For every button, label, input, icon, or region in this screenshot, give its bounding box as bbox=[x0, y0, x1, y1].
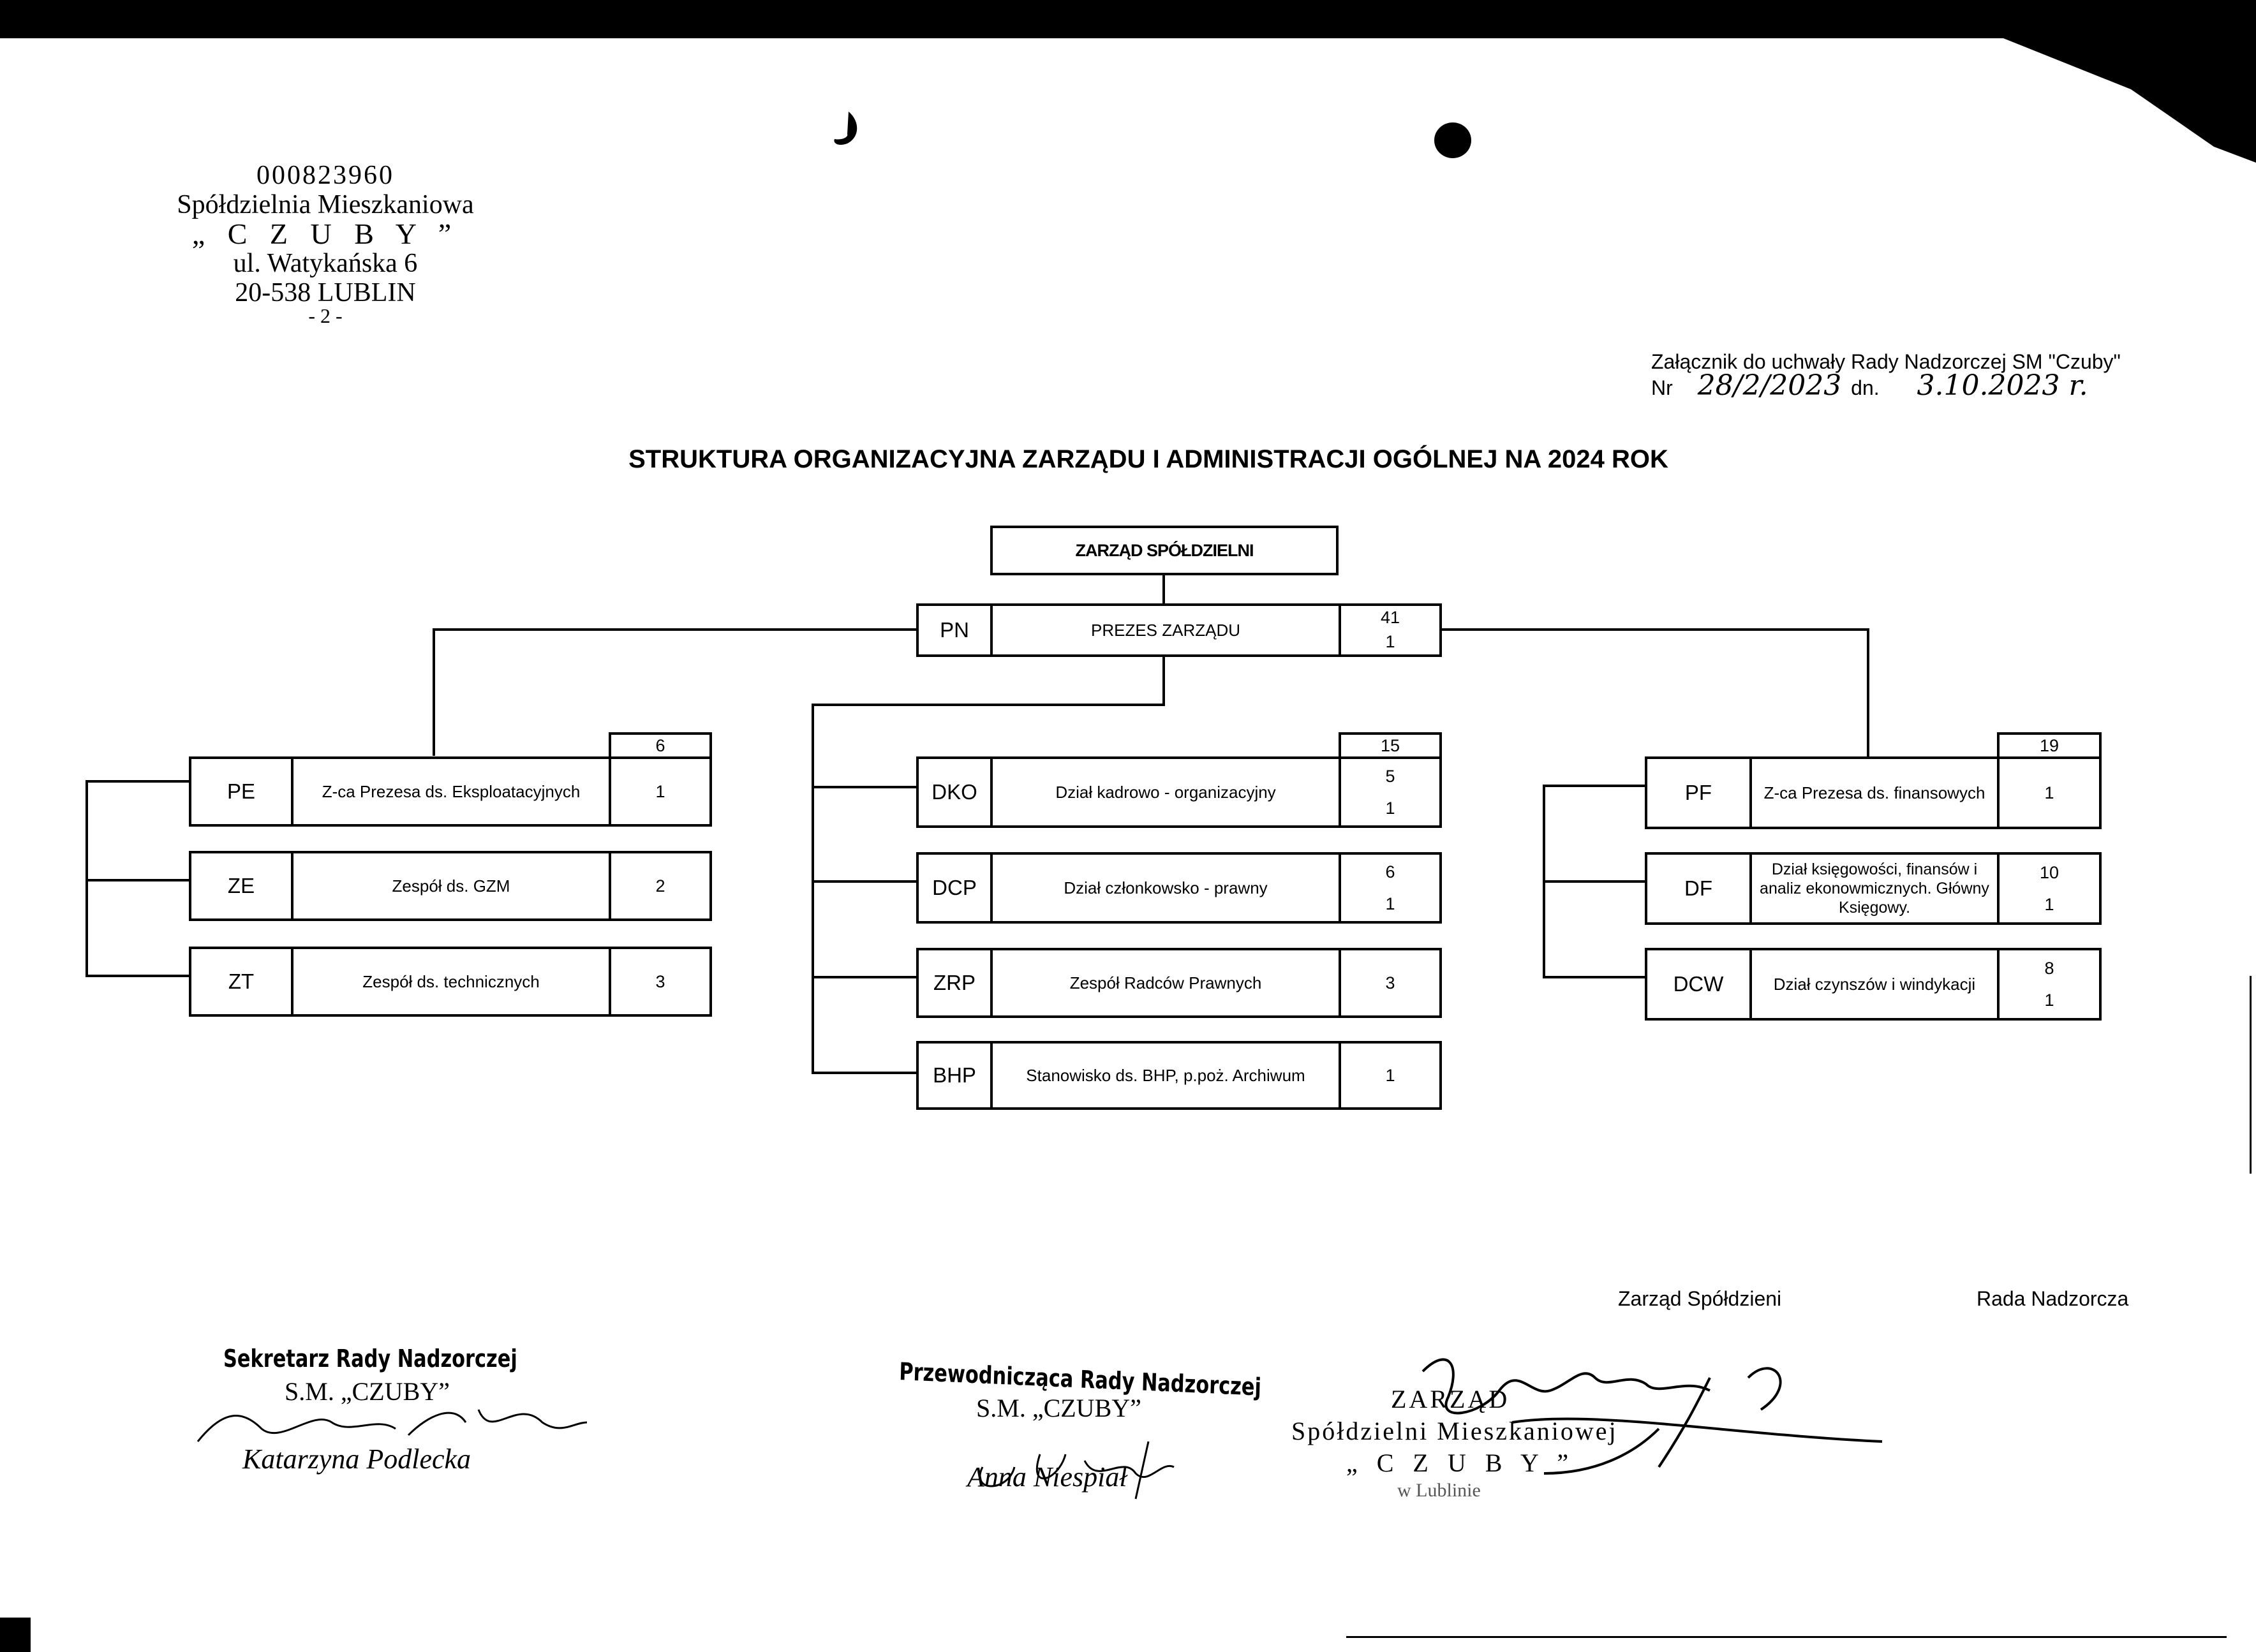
org-node-df-count bbox=[1997, 852, 2102, 925]
scan-corner-fold bbox=[2003, 0, 2256, 166]
org-node-pf-code: PF bbox=[1645, 756, 1752, 829]
org-node-dko-count bbox=[1339, 756, 1442, 828]
attachment-text: Załącznik do uchwały Rady Nadzorczej SM "Czuby" bbox=[1651, 350, 2121, 373]
org-node-pf-name: Z-ca Prezesa ds. finansowych bbox=[1749, 756, 2000, 829]
org-node-root: ZARZĄD SPÓŁDZIELNI bbox=[990, 526, 1339, 575]
dcw-count-total: 8 bbox=[2044, 959, 2054, 978]
left-column-total: 6 bbox=[609, 732, 712, 759]
right-column-total: 19 bbox=[1997, 732, 2102, 759]
punch-hole-mark-left bbox=[829, 108, 868, 153]
stamp-line1: Spółdzielnia Mieszkaniowa bbox=[177, 190, 474, 219]
org-node-pf-count: 1 bbox=[1997, 756, 2102, 829]
sekretarz-name: Katarzyna Podlecka bbox=[242, 1443, 471, 1475]
page-title: STRUKTURA ORGANIZACYJNA ZARZĄDU I ADMINISTRACJI OGÓLNEJ NA 2024 ROK bbox=[628, 445, 1668, 473]
org-node-pn-name: PREZES ZARZĄDU bbox=[990, 603, 1341, 657]
stamp-page: - 2 - bbox=[308, 304, 343, 327]
org-node-dcp-name: Dział członkowsko - prawny bbox=[990, 852, 1341, 924]
dko-count-total: 5 bbox=[1385, 767, 1395, 786]
sekretarz-title: Sekretarz Rady Nadzorczej bbox=[223, 1345, 517, 1373]
dcp-count-total: 6 bbox=[1385, 862, 1395, 881]
pn-count-head: 1 bbox=[1385, 632, 1395, 651]
scan-right-edge-line bbox=[2250, 976, 2252, 1174]
org-node-pe-count: 1 bbox=[609, 756, 712, 827]
org-node-zrp-code: ZRP bbox=[916, 948, 993, 1018]
org-node-zt-name: Zespół ds. technicznych bbox=[291, 947, 611, 1017]
cooperative-stamp bbox=[115, 161, 536, 327]
org-node-dcp-count bbox=[1339, 852, 1442, 924]
sekretarz-handwritten-signature bbox=[185, 1384, 593, 1461]
dcw-count-head: 1 bbox=[2044, 991, 2054, 1010]
date-value: 3.10.2023 r. bbox=[1917, 369, 2088, 402]
zarzad-stamp-line1: ZARZĄD bbox=[1391, 1385, 1510, 1413]
org-node-dcw-count bbox=[1997, 948, 2102, 1021]
dcp-count-head: 1 bbox=[1385, 894, 1395, 913]
org-node-dko-name: Dział kadrowo - organizacyjny bbox=[990, 756, 1341, 828]
scan-bottom-line bbox=[1346, 1636, 2227, 1638]
nr-value: 28/2/2023 bbox=[1697, 369, 1842, 402]
rada-label: Rada Nadzorcza bbox=[1977, 1287, 2129, 1310]
org-node-zt-count: 3 bbox=[609, 947, 712, 1017]
przewodniczaca-name: Anna Niespiał bbox=[967, 1461, 1127, 1493]
attachment-number-line bbox=[1651, 369, 2121, 402]
org-node-df-name: Dział księgowości, finansów i analiz ekonowmicznych. Główny Księgowy. bbox=[1749, 852, 2000, 925]
przewodniczaca-title: Przewodnicząca Rady Nadzorczej bbox=[898, 1357, 1262, 1401]
org-node-pn-count bbox=[1339, 603, 1442, 657]
dko-count-head: 1 bbox=[1385, 799, 1395, 818]
org-node-bhp-count: 1 bbox=[1339, 1041, 1442, 1110]
punch-hole-mark-right bbox=[1434, 122, 1471, 158]
zarzad-handwritten-signature bbox=[1353, 1327, 1901, 1486]
org-node-bhp-name: Stanowisko ds. BHP, p.poż. Archiwum bbox=[990, 1041, 1341, 1110]
org-node-pn-code: PN bbox=[916, 603, 993, 657]
center-column-total: 15 bbox=[1339, 732, 1442, 759]
org-node-pe-code: PE bbox=[189, 756, 293, 827]
org-node-ze-count: 2 bbox=[609, 851, 712, 921]
org-node-dcw-name: Dział czynszów i windykacji bbox=[1749, 948, 2000, 1021]
org-node-dcp-code: DCP bbox=[916, 852, 993, 924]
org-node-dko-code: DKO bbox=[916, 756, 993, 828]
org-node-zrp-name: Zespół Radców Prawnych bbox=[990, 948, 1341, 1018]
przewodniczaca-handwritten-signature bbox=[957, 1429, 1212, 1505]
org-node-dcw-code: DCW bbox=[1645, 948, 1752, 1021]
pn-count-total: 41 bbox=[1380, 608, 1400, 627]
stamp-line3: ul. Watykańska 6 bbox=[233, 249, 418, 278]
org-node-zrp-count: 3 bbox=[1339, 948, 1442, 1018]
przewodniczaca-org: S.M. „CZUBY” bbox=[976, 1394, 1141, 1422]
stamp-id: 000823960 bbox=[256, 161, 394, 190]
org-node-ze-name: Zespół ds. GZM bbox=[291, 851, 611, 921]
stamp-line4: 20-538 LUBLIN bbox=[235, 278, 416, 307]
org-node-bhp-code: BHP bbox=[916, 1041, 993, 1110]
nr-label: Nr bbox=[1651, 376, 1673, 399]
org-node-zt-code: ZT bbox=[189, 947, 293, 1017]
df-count-head: 1 bbox=[2044, 895, 2054, 914]
zarzad-stamp-line4: w Lublinie bbox=[1397, 1480, 1481, 1501]
stamp-line2: „ C Z U B Y ” bbox=[191, 218, 459, 250]
org-node-pe-name: Z-ca Prezesa ds. Eksploatacyjnych bbox=[291, 756, 611, 827]
sekretarz-org: S.M. „CZUBY” bbox=[285, 1377, 450, 1406]
zarzad-stamp-line3: „ C Z U B Y ” bbox=[1346, 1449, 1575, 1477]
attachment-note bbox=[1651, 350, 2121, 400]
zarzad-label: Zarząd Spółdzieni bbox=[1618, 1287, 1782, 1310]
df-count-total: 10 bbox=[2039, 863, 2059, 882]
org-node-ze-code: ZE bbox=[189, 851, 293, 921]
scan-corner-square bbox=[0, 1618, 31, 1652]
dn-label: dn. bbox=[1851, 376, 1880, 399]
org-node-df-code: DF bbox=[1645, 852, 1752, 925]
zarzad-stamp-line2: Spółdzielni Mieszkaniowej bbox=[1291, 1417, 1618, 1445]
scan-top-border bbox=[0, 0, 2256, 38]
